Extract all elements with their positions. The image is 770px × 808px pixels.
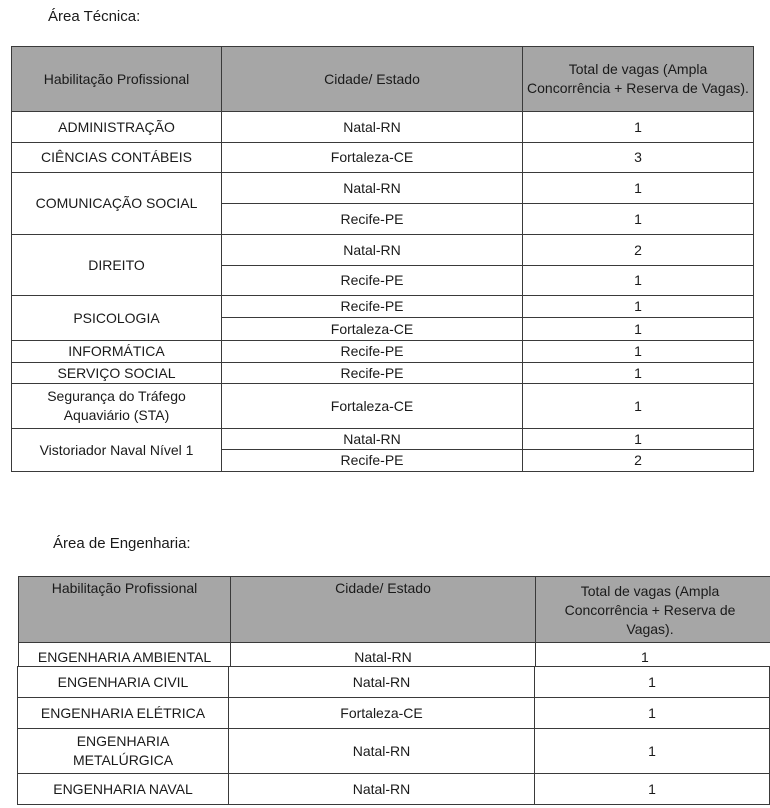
vagas-cell: 1 xyxy=(523,112,754,143)
cidade-cell: Fortaleza-CE xyxy=(222,384,523,429)
habilitacao-cell: PSICOLOGIA xyxy=(12,296,222,341)
table-row xyxy=(12,341,754,363)
header-vagas-text: Total de vagas (Ampla Concorrência + Reserva de Vagas). xyxy=(564,583,736,637)
habilitacao-cell: ADMINISTRAÇÃO xyxy=(12,112,222,143)
table-row xyxy=(19,643,770,667)
header-cidade: Cidade/ Estado xyxy=(222,47,523,112)
area-tecnica-table xyxy=(11,46,754,472)
cidade-cell: Natal-RN xyxy=(222,112,523,143)
vagas-cell: 1 xyxy=(535,774,770,805)
cidade-cell: Natal-RN xyxy=(229,774,535,805)
cidade-cell: Recife-PE xyxy=(222,450,523,472)
header-habilitacao: Habilitação Profissional xyxy=(19,577,231,643)
habilitacao-text: ENGENHARIA METALÚRGICA xyxy=(72,733,174,768)
vagas-cell: 1 xyxy=(523,429,754,450)
habilitacao-cell: DIREITO xyxy=(12,235,222,296)
habilitacao-cell: ENGENHARIA ELÉTRICA xyxy=(18,698,229,729)
vagas-cell: 1 xyxy=(523,204,754,235)
habilitacao-cell: SERVIÇO SOCIAL xyxy=(12,363,222,384)
vagas-cell: 1 xyxy=(536,643,770,667)
table-row xyxy=(12,143,754,173)
vagas-cell: 3 xyxy=(523,143,754,173)
table-header-row xyxy=(19,577,770,643)
header-vagas: Total de vagas (Ampla Concorrência + Reserva de Vagas). xyxy=(523,47,754,112)
vagas-cell: 2 xyxy=(523,235,754,266)
table-row xyxy=(18,729,770,774)
habilitacao-cell: INFORMÁTICA xyxy=(12,341,222,363)
cidade-cell: Natal-RN xyxy=(222,429,523,450)
cidade-cell: Recife-PE xyxy=(222,266,523,296)
cidade-cell: Fortaleza-CE xyxy=(222,143,523,173)
cidade-cell: Natal-RN xyxy=(222,235,523,266)
vagas-cell: 1 xyxy=(523,173,754,204)
table-row xyxy=(12,429,754,450)
habilitacao-cell: CIÊNCIAS CONTÁBEIS xyxy=(12,143,222,173)
cidade-cell: Recife-PE xyxy=(222,363,523,384)
habilitacao-cell: Vistoriador Naval Nível 1 xyxy=(12,429,222,472)
table-row xyxy=(12,296,754,318)
cidade-cell: Natal-RN xyxy=(229,729,535,774)
cidade-cell: Recife-PE xyxy=(222,204,523,235)
table-row xyxy=(12,363,754,384)
header-vagas xyxy=(536,577,770,643)
habilitacao-cell: COMUNICAÇÃO SOCIAL xyxy=(12,173,222,235)
area-engenharia-table xyxy=(17,666,770,805)
table-row xyxy=(12,384,754,429)
table-row xyxy=(18,667,770,698)
table-row xyxy=(18,698,770,729)
area-engenharia-title: Área de Engenharia: xyxy=(53,535,191,552)
cidade-cell: Recife-PE xyxy=(222,296,523,318)
vagas-cell: 1 xyxy=(523,341,754,363)
cidade-cell: Natal-RN xyxy=(222,173,523,204)
table-row xyxy=(12,235,754,266)
habilitacao-cell xyxy=(18,729,229,774)
area-engenharia-table-header xyxy=(18,576,770,667)
header-habilitacao: Habilitação Profissional xyxy=(12,47,222,112)
table-row xyxy=(12,112,754,143)
vagas-cell: 1 xyxy=(523,363,754,384)
area-tecnica-title: Área Técnica: xyxy=(48,8,141,25)
cidade-cell: Fortaleza-CE xyxy=(222,318,523,341)
table-row xyxy=(12,173,754,204)
habilitacao-cell: ENGENHARIA AMBIENTAL xyxy=(19,643,231,667)
vagas-cell: 1 xyxy=(535,667,770,698)
vagas-cell: 1 xyxy=(523,384,754,429)
cidade-cell: Fortaleza-CE xyxy=(229,698,535,729)
habilitacao-cell: ENGENHARIA NAVAL xyxy=(18,774,229,805)
cidade-cell: Natal-RN xyxy=(229,667,535,698)
cidade-cell: Recife-PE xyxy=(222,341,523,363)
table-row xyxy=(18,774,770,805)
vagas-cell: 1 xyxy=(523,296,754,318)
table-header-row xyxy=(12,47,754,112)
vagas-cell: 1 xyxy=(523,318,754,341)
habilitacao-cell: ENGENHARIA CIVIL xyxy=(18,667,229,698)
vagas-cell: 2 xyxy=(523,450,754,472)
vagas-cell: 1 xyxy=(535,698,770,729)
vagas-cell: 1 xyxy=(523,266,754,296)
header-cidade: Cidade/ Estado xyxy=(231,577,536,643)
vagas-cell: 1 xyxy=(535,729,770,774)
cidade-cell: Natal-RN xyxy=(231,643,536,667)
habilitacao-cell: Segurança do Tráfego Aquaviário (STA) xyxy=(12,384,222,429)
